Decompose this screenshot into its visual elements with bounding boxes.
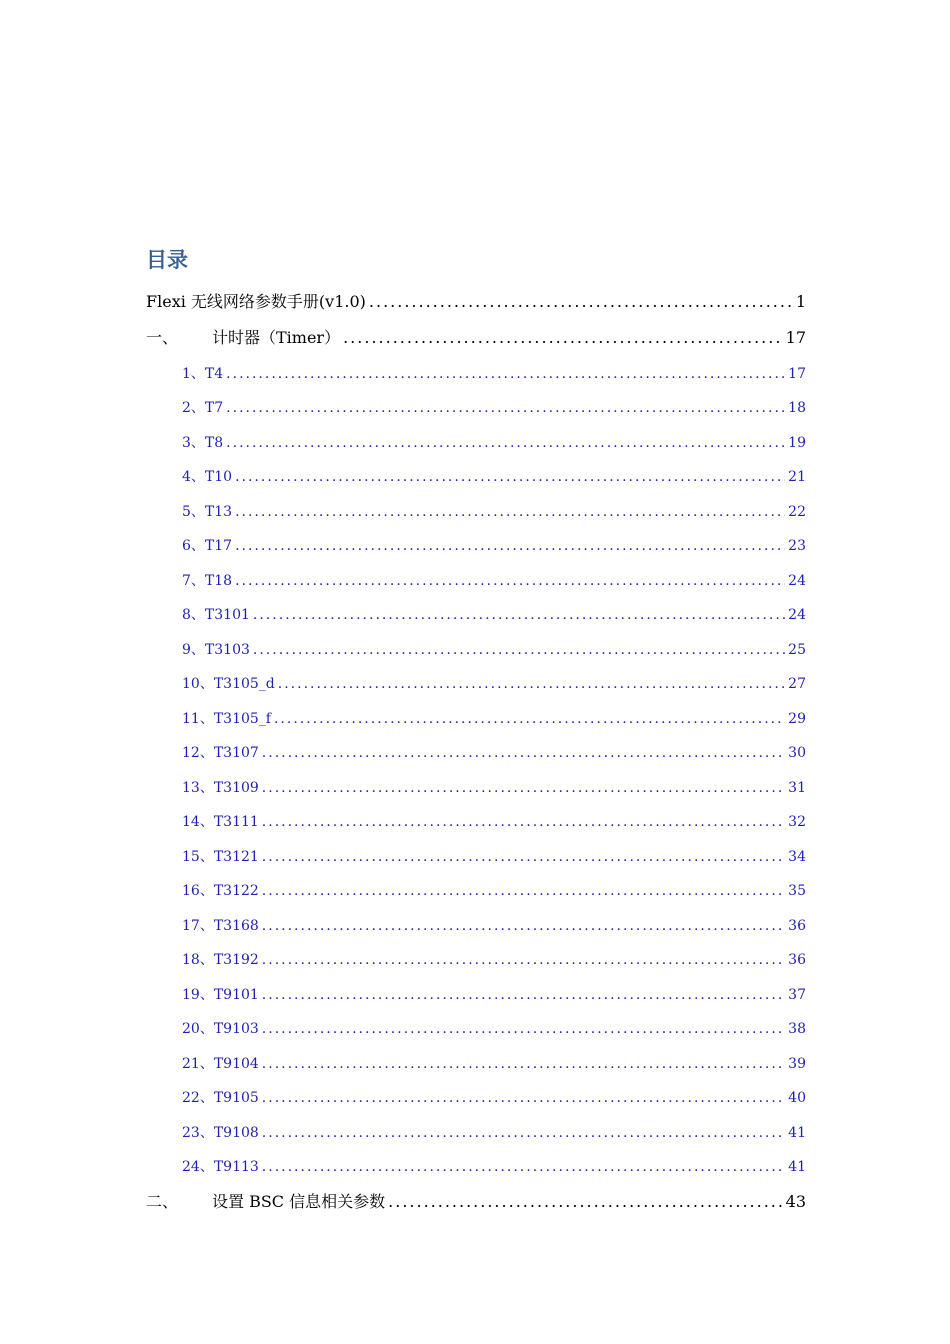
toc-dot-leader [278, 673, 785, 695]
toc-page-number[interactable]: 38 [788, 1021, 806, 1037]
toc-page-number[interactable]: 23 [788, 538, 806, 554]
toc-dot-leader [262, 1087, 785, 1109]
toc-heading: 目录 [146, 248, 188, 272]
toc-entry-section[interactable] [182, 846, 806, 868]
toc-page-number[interactable]: 24 [788, 607, 806, 623]
toc-dot-leader [262, 984, 785, 1006]
toc-dot-leader [262, 1122, 785, 1144]
toc-entry-title[interactable]: T10 [204, 469, 233, 485]
toc-entry-chapter[interactable] [146, 326, 806, 350]
toc-entry-section[interactable] [182, 570, 806, 592]
toc-dot-leader [262, 742, 785, 764]
toc-dot-leader [262, 777, 785, 799]
toc-entry-title[interactable]: T3109 [213, 780, 259, 796]
toc-entry-title[interactable]: T3192 [213, 952, 259, 968]
toc-dot-leader [262, 949, 785, 971]
toc-entry-section[interactable] [182, 777, 806, 799]
toc-entry-number: 1、 [182, 366, 205, 382]
toc-entry-title[interactable]: T9101 [213, 987, 259, 1003]
toc-page-number[interactable]: 36 [788, 952, 806, 968]
toc-entry-section[interactable] [182, 639, 806, 661]
toc-entry-number: 22、 [182, 1090, 214, 1106]
toc-entry-title[interactable]: T9103 [213, 1021, 259, 1037]
toc-dot-leader [274, 708, 785, 730]
toc-dot-leader [262, 1156, 785, 1178]
toc-page-number[interactable]: 17 [785, 328, 806, 347]
toc-entry-title[interactable]: T3122 [213, 883, 259, 899]
toc-dot-leader [235, 535, 785, 557]
toc-entry-section[interactable] [182, 432, 806, 454]
toc-entry-section[interactable] [182, 673, 806, 695]
toc-page-number[interactable]: 39 [788, 1056, 806, 1072]
toc-dot-leader [343, 326, 783, 350]
toc-dot-leader [262, 1053, 785, 1075]
toc-entry-section[interactable] [182, 1053, 806, 1075]
toc-entry-section[interactable] [182, 466, 806, 488]
toc-page-number[interactable]: 31 [788, 780, 806, 796]
toc-page-number[interactable]: 1 [795, 292, 806, 311]
toc-entry-title[interactable]: T9104 [213, 1056, 259, 1072]
toc-entry-number: 17、 [182, 918, 214, 934]
toc-entry-number: 二、 [146, 1192, 179, 1211]
toc-dot-leader [262, 811, 785, 833]
toc-entry-number: 20、 [182, 1021, 214, 1037]
toc-dot-leader [253, 604, 785, 626]
toc-entry-section[interactable] [182, 501, 806, 523]
toc-page-number[interactable]: 41 [788, 1125, 806, 1141]
toc-dot-leader [262, 915, 785, 937]
toc-entry-number: 8、 [182, 607, 205, 623]
toc-page-number[interactable]: 32 [788, 814, 806, 830]
toc-entry-title[interactable]: T3105_f [213, 711, 271, 727]
toc-entry-section[interactable] [182, 535, 806, 557]
toc-entry-number: 16、 [182, 883, 214, 899]
toc-page-number[interactable]: 17 [788, 366, 806, 382]
toc-entry-number: 14、 [182, 814, 214, 830]
toc-page-number[interactable]: 41 [788, 1159, 806, 1175]
toc-dot-leader [226, 397, 785, 419]
toc-entry-section[interactable] [182, 1087, 806, 1109]
toc-page-number[interactable]: 30 [788, 745, 806, 761]
toc-entry-section[interactable] [182, 1122, 806, 1144]
toc-entry-number: 4、 [182, 469, 205, 485]
toc-page-number[interactable]: 43 [785, 1192, 806, 1211]
toc-entry-title[interactable]: T3105_d [213, 676, 275, 692]
toc-entry-number: 18、 [182, 952, 214, 968]
toc-entry-number: 6、 [182, 538, 205, 554]
toc-page-number[interactable]: 18 [788, 400, 806, 416]
toc-page-number[interactable]: 34 [788, 849, 806, 865]
toc-page-number[interactable]: 27 [788, 676, 806, 692]
toc-page-number[interactable]: 21 [788, 469, 806, 485]
toc-entry-section[interactable] [182, 363, 806, 385]
toc-page-number[interactable]: 35 [788, 883, 806, 899]
toc-page-number[interactable]: 19 [788, 435, 806, 451]
toc-entry-number: 23、 [182, 1125, 214, 1141]
toc-entry-title[interactable]: T18 [204, 573, 233, 589]
toc-entry-title[interactable]: T17 [204, 538, 233, 554]
toc-page-number[interactable]: 25 [788, 642, 806, 658]
toc-page-number[interactable]: 29 [788, 711, 806, 727]
toc-dot-leader [253, 639, 785, 661]
toc-entry-number: 9、 [182, 642, 205, 658]
toc-entry-chapter[interactable] [146, 290, 806, 314]
toc-dot-leader [388, 1190, 783, 1214]
toc-entry-number: 5、 [182, 504, 205, 520]
toc-entry-section[interactable] [182, 742, 806, 764]
toc-entry-number: 19、 [182, 987, 214, 1003]
toc-page-number[interactable]: 22 [788, 504, 806, 520]
toc-dot-leader [262, 846, 785, 868]
toc-entry-title[interactable]: T13 [204, 504, 233, 520]
toc-entry-title[interactable]: T9105 [213, 1090, 259, 1106]
toc-entry-title[interactable]: T7 [204, 400, 224, 416]
toc-entry-number: 10、 [182, 676, 214, 692]
toc-page-number[interactable]: 40 [788, 1090, 806, 1106]
toc-entry-section[interactable] [182, 708, 806, 730]
toc-dot-leader [262, 880, 785, 902]
toc-entry-number: 13、 [182, 780, 214, 796]
toc-dot-leader [235, 570, 785, 592]
toc-page-number[interactable]: 24 [788, 573, 806, 589]
toc-entry-title[interactable]: 设置 BSC 信息相关参数 [212, 1192, 386, 1211]
toc-entry-number: 11、 [182, 711, 214, 727]
toc-entry-section[interactable] [182, 397, 806, 419]
toc-entry-number: 15、 [182, 849, 214, 865]
toc-dot-leader [226, 363, 785, 385]
toc-entry-title[interactable]: T3168 [213, 918, 259, 934]
toc-dot-leader [235, 501, 785, 523]
toc-entry-title[interactable]: 计时器（Timer） [212, 328, 341, 347]
toc-entry-title[interactable]: T3101 [204, 607, 250, 623]
toc-entry-title[interactable]: T9108 [213, 1125, 259, 1141]
toc-entry-section[interactable] [182, 1156, 806, 1178]
toc-entry-number: 21、 [182, 1056, 214, 1072]
toc-entry-title[interactable]: T3121 [213, 849, 259, 865]
toc-entry-section[interactable] [182, 1018, 806, 1040]
toc-entry-section[interactable] [182, 949, 806, 971]
toc-entry-title[interactable]: Flexi 无线网络参数手册(v1.0) [146, 292, 366, 311]
toc-dot-leader [226, 432, 785, 454]
toc-entry-number: 12、 [182, 745, 214, 761]
toc-entry-title[interactable]: T4 [204, 366, 224, 382]
toc-entry-section[interactable] [182, 880, 806, 902]
toc-entry-section[interactable] [182, 811, 806, 833]
toc-entry-number: 7、 [182, 573, 205, 589]
toc-entry-chapter[interactable] [146, 1190, 806, 1214]
toc-entry-number: 一、 [146, 328, 179, 347]
toc-entry-title[interactable]: T8 [204, 435, 224, 451]
toc-dot-leader [262, 1018, 785, 1040]
toc-entry-title[interactable]: T3107 [213, 745, 259, 761]
toc-entry-title[interactable]: T3103 [204, 642, 250, 658]
toc-entry-number: 3、 [182, 435, 205, 451]
toc-entry-section[interactable] [182, 604, 806, 626]
toc-dot-leader [369, 290, 793, 314]
toc-entry-title[interactable]: T9113 [213, 1159, 259, 1175]
toc-dot-leader [235, 466, 785, 488]
toc-entry-number: 24、 [182, 1159, 214, 1175]
toc-entry-section[interactable] [182, 984, 806, 1006]
toc-entry-section[interactable] [182, 915, 806, 937]
toc-entry-number: 2、 [182, 400, 205, 416]
toc-page-number[interactable]: 36 [788, 918, 806, 934]
toc-entry-title[interactable]: T3111 [213, 814, 259, 830]
toc-page-number[interactable]: 37 [788, 987, 806, 1003]
